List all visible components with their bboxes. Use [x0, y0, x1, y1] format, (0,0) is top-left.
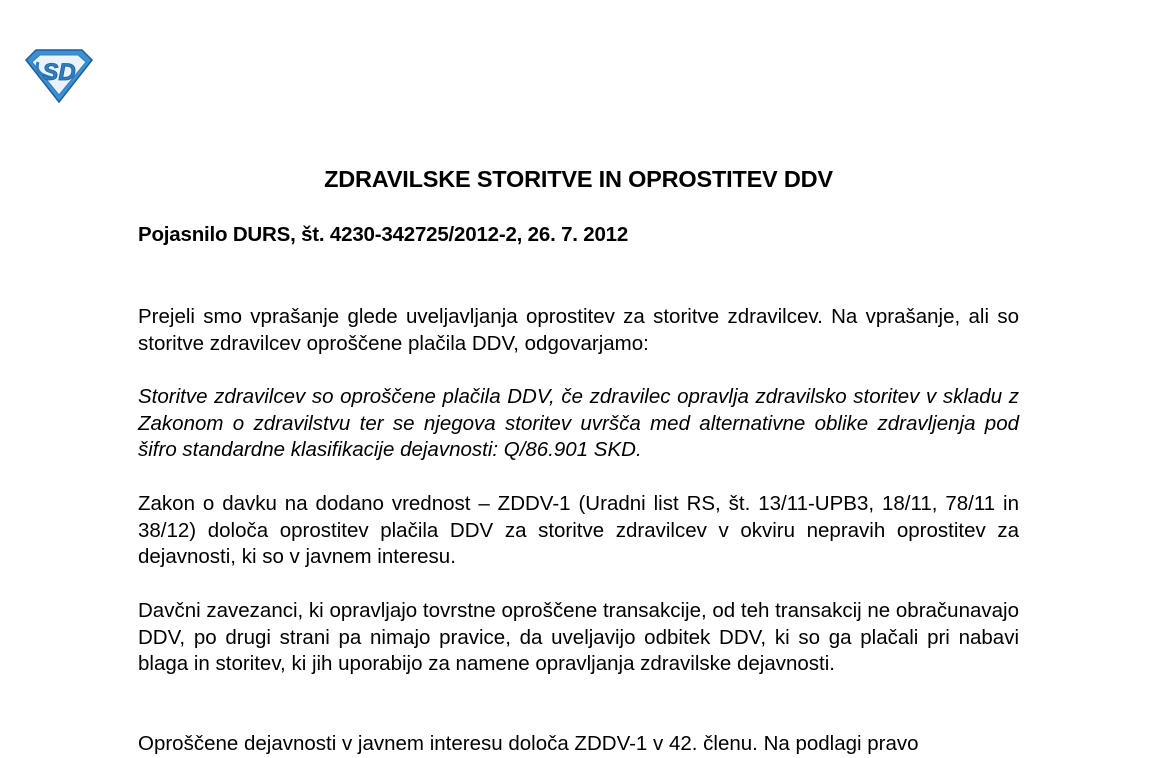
- paragraph-answer: Storitve zdravilcev so oproščene plačila DDV, če zdravilec opravlja zdravilsko storitev v skladu z Zakonom o zdravilstvu ter se njegova storitev uvršča med alternativne oblike zdravljenja pod šifro standardne klasifikacije dejavnosti: Q/86.901 SKD.: [138, 385, 1019, 461]
- document-title: ZDRAVILSKE STORITVE IN OPROSTITEV DDV: [324, 166, 833, 192]
- paragraph-taxpayers: Davčni zavezanci, ki opravljajo tovrstne oproščene transakcije, od teh transakcij ne obračunavajo DDV, po drugi strani pa nimajo pravice, da uveljavijo odbitek DDV, ki so ga plačali pri nabavi blaga in storitev, ki jih uporabijo za namene opravljanja zdravilske dejavnosti.: [138, 599, 1019, 675]
- document-subtitle: Pojasnilo DURS, št. 4230-342725/2012-2, 26. 7. 2012: [138, 223, 629, 246]
- paragraph-intro: Prejeli smo vprašanje glede uveljavljanja oprostitev za storitve zdravilcev. Na vprašanje, ali so storitve zdravilcev oproščene plačila DDV, odgovarjamo:: [138, 305, 1019, 355]
- paragraph-law: Zakon o davku na dodano vrednost – ZDDV-1 (Uradni list RS, št. 13/11-UPB3, 18/11, 78/11 in 38/12) določa oprostitev plačila DDV za storitve zdravilcev v okviru nepravih oprostitev za dejavnosti, ki so v javnem interesu.: [138, 492, 1019, 568]
- svg-text:SD: SD: [42, 59, 76, 86]
- paragraph-exemptions: Oproščene dejavnosti v javnem interesu določa ZDDV-1 v 42. členu. Na podlagi pravo: [138, 732, 919, 755]
- sd-shield-logo-icon: [22, 48, 96, 104]
